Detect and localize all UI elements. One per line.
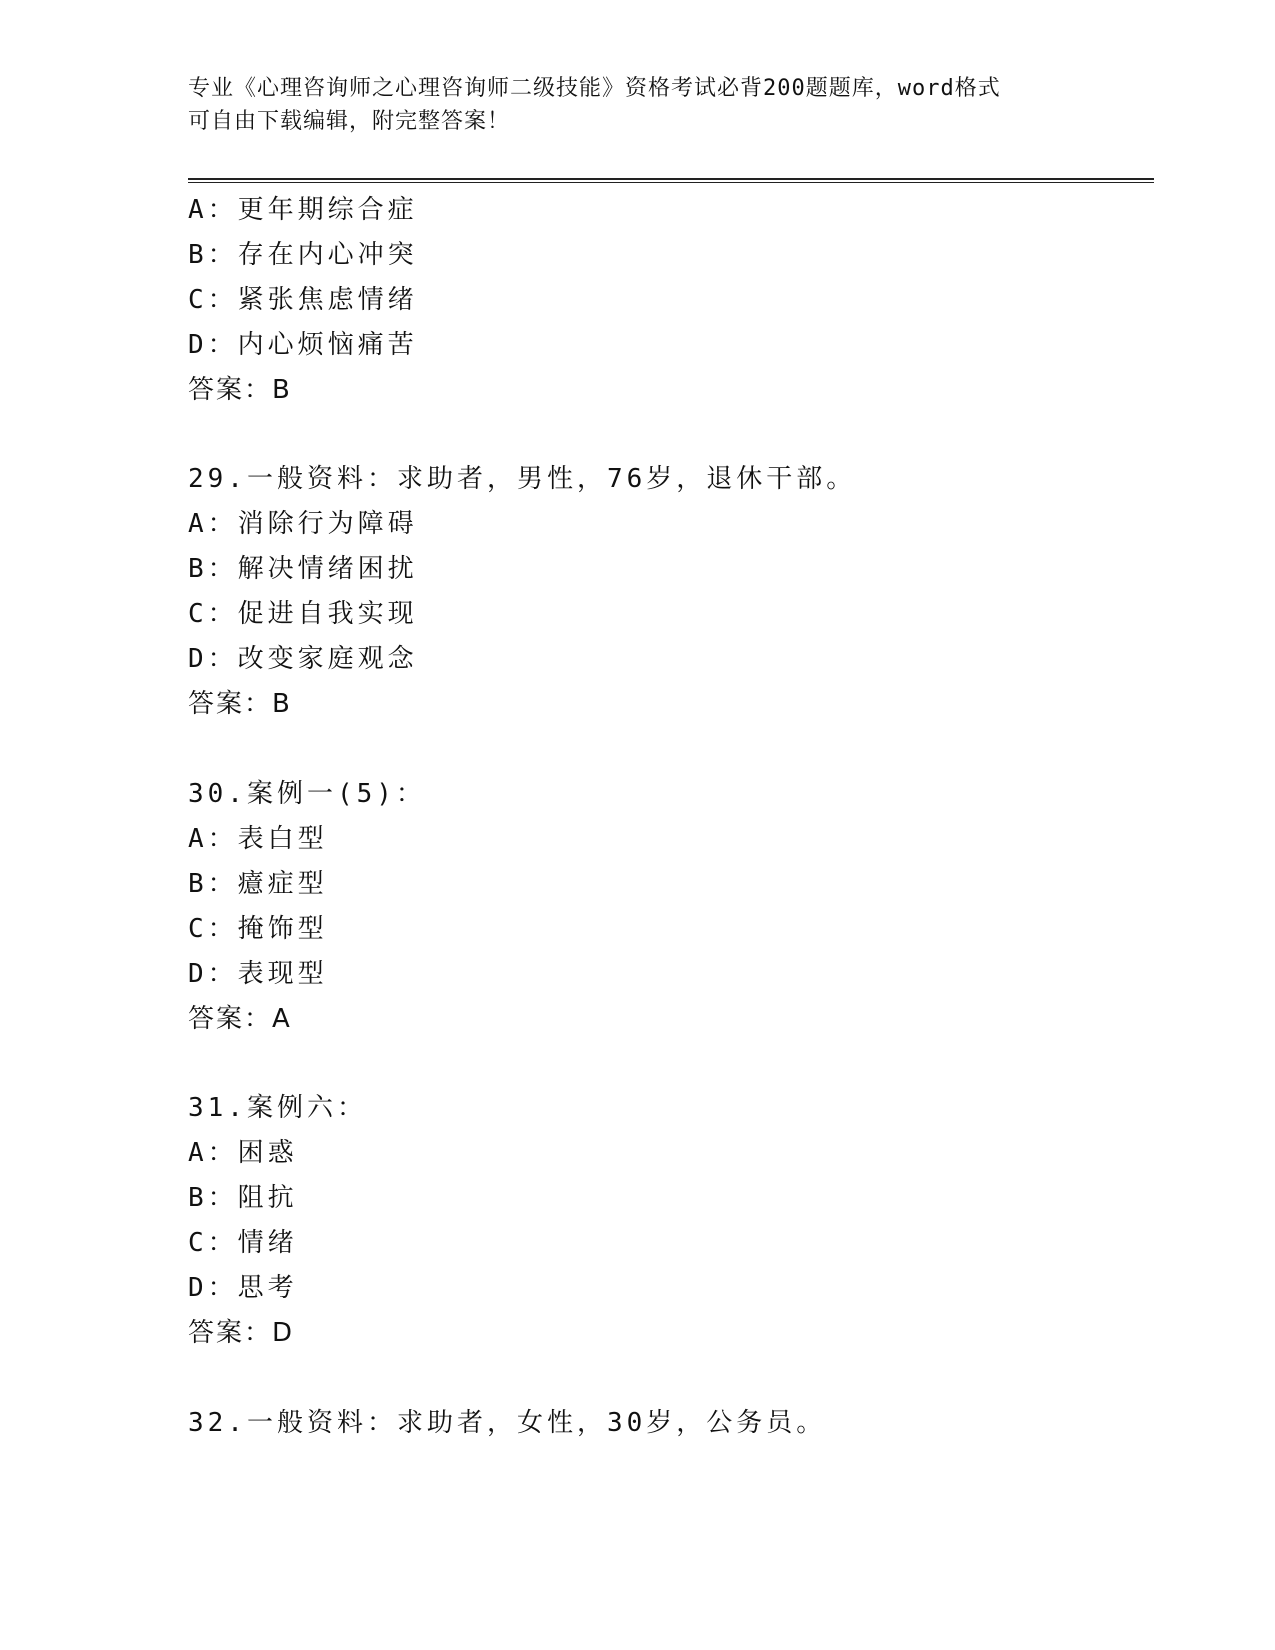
option-d: D：改变家庭观念 [188,644,418,674]
option-a: A：消除行为障碍 [188,509,418,539]
option-b: B：阻抗 [188,1183,298,1213]
answer: 答案：A [188,1004,292,1034]
answer: 答案：B [188,375,292,405]
question-31: 31.案例六： [188,1093,367,1123]
document-header [188,72,1088,138]
option-a: A：困惑 [188,1138,298,1168]
answer: 答案：B [188,689,292,719]
header-line-1: 专业《心理咨询师之心理咨询师二级技能》资格考试必背200题题库，word格式 [188,76,1001,101]
question-30: 30.案例一(5)： [188,779,426,809]
option-c: C：情绪 [188,1228,298,1258]
answer: 答案：D [188,1318,295,1348]
option-d: D：表现型 [188,959,328,989]
option-c: C：促进自我实现 [188,599,418,629]
header-divider [188,178,1154,183]
option-b: B：癔症型 [188,869,328,899]
option-a: A：表白型 [188,824,328,854]
header-line-2: 可自由下载编辑，附完整答案！ [188,109,511,134]
option-d: D：思考 [188,1273,298,1303]
option-c: C：掩饰型 [188,914,328,944]
option-c: C：紧张焦虑情绪 [188,285,418,315]
option-b: B：存在内心冲突 [188,240,418,270]
question-32: 32.一般资料：求助者，女性，30岁，公务员。 [188,1408,827,1438]
option-d: D：内心烦恼痛苦 [188,330,418,360]
option-a: A：更年期综合症 [188,195,418,225]
question-29: 29.一般资料：求助者，男性，76岁，退休干部。 [188,464,857,494]
option-b: B：解决情绪困扰 [188,554,418,584]
